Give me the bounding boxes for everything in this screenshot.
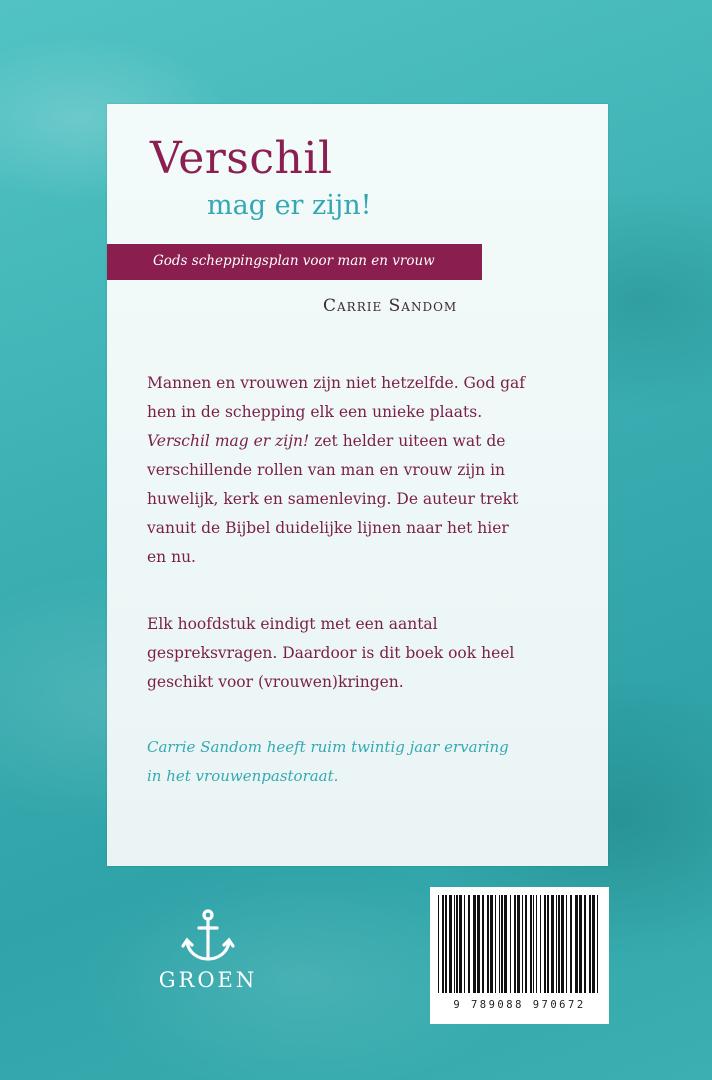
barcode-bar (454, 895, 455, 993)
book-title-reference: Verschil mag er zijn! (147, 432, 310, 450)
barcode-bar (468, 895, 470, 993)
blurb-line: verschillende rollen van man en vrouw zijn in (147, 461, 506, 479)
barcode-bar (438, 895, 439, 993)
barcode-bar (517, 895, 520, 993)
barcode-bar (570, 895, 572, 993)
isbn-barcode (430, 887, 609, 1024)
text-line: gespreksvragen. Daardoor is dit boek ook heel (147, 644, 515, 662)
anchor-icon (181, 908, 235, 964)
barcode-bar (592, 895, 595, 993)
barcode-bar (459, 895, 462, 993)
text-line: geschikt voor (vrouwen)kringen. (147, 673, 404, 691)
blurb-line: Verschil mag er zijn! zet helder uiteen wat de (147, 432, 506, 450)
barcode-bar (473, 895, 476, 993)
blurb-paragraph-1 (147, 369, 587, 572)
barcode-bar (456, 895, 458, 993)
barcode-bar (482, 895, 484, 993)
blurb-paragraph-2 (147, 610, 587, 697)
barcode-bar (589, 895, 591, 993)
text-line: Carrie Sandom heeft ruim twintig jaar ervaring (147, 738, 509, 756)
barcode-bar (442, 895, 444, 993)
book-subtitle: Gods scheppingsplan voor man en vrouw (153, 253, 435, 269)
barcode-bar (464, 895, 465, 993)
barcode-bar (510, 895, 511, 993)
publisher-name: GROEN (158, 968, 258, 992)
barcode-bar (533, 895, 534, 993)
barcode-bar (544, 895, 546, 993)
subtitle-band (107, 244, 482, 280)
barcode-bar (575, 895, 578, 993)
blurb-line: hen in de schepping elk een unieke plaats. (147, 403, 483, 421)
barcode-bar (561, 895, 564, 993)
text-line: Elk hoofdstuk eindigt met een aantal (147, 615, 438, 633)
barcode-bar (556, 895, 557, 993)
text-panel (107, 104, 608, 866)
barcode-bar (566, 895, 567, 993)
barcode-bar (487, 895, 489, 993)
barcode-bar (514, 895, 516, 993)
barcode-bar (525, 895, 527, 993)
publisher-logo (148, 908, 268, 998)
barcode-bar (540, 895, 541, 993)
blurb-line: vanuit de Bijbel duidelijke lijnen naar het hier (147, 519, 509, 537)
barcode-bars (438, 895, 601, 999)
barcode-bar (530, 895, 532, 993)
author-name: Carrie Sandom (323, 296, 458, 316)
barcode-bar (547, 895, 549, 993)
barcode-number: 9 789088 970672 (453, 999, 586, 1011)
barcode-bar (558, 895, 560, 993)
barcode-bar (490, 895, 493, 993)
barcode-bar (445, 895, 447, 993)
blurb-line: huwelijk, kerk en samenleving. De auteur trekt (147, 490, 519, 508)
blurb-line: Mannen en vrouwen zijn niet hetzelfde. God gaf (147, 374, 526, 392)
about-author (147, 733, 587, 791)
barcode-bar (501, 895, 503, 993)
book-title-line-2: mag er zijn! (207, 190, 372, 221)
barcode-bar (477, 895, 480, 993)
barcode-bar (536, 895, 537, 993)
barcode-bar (499, 895, 500, 993)
blurb-line: en nu. (147, 548, 196, 566)
barcode-bar (584, 895, 586, 993)
barcode-bar (551, 895, 554, 993)
barcode-bar (522, 895, 523, 993)
barcode-bar (597, 895, 598, 993)
barcode-bar (449, 895, 452, 993)
barcode-bar (504, 895, 507, 993)
barcode-bar (495, 895, 496, 993)
text-line: in het vrouwenpastoraat. (147, 767, 339, 785)
book-title: Verschil (150, 133, 333, 184)
barcode-bar (579, 895, 582, 993)
